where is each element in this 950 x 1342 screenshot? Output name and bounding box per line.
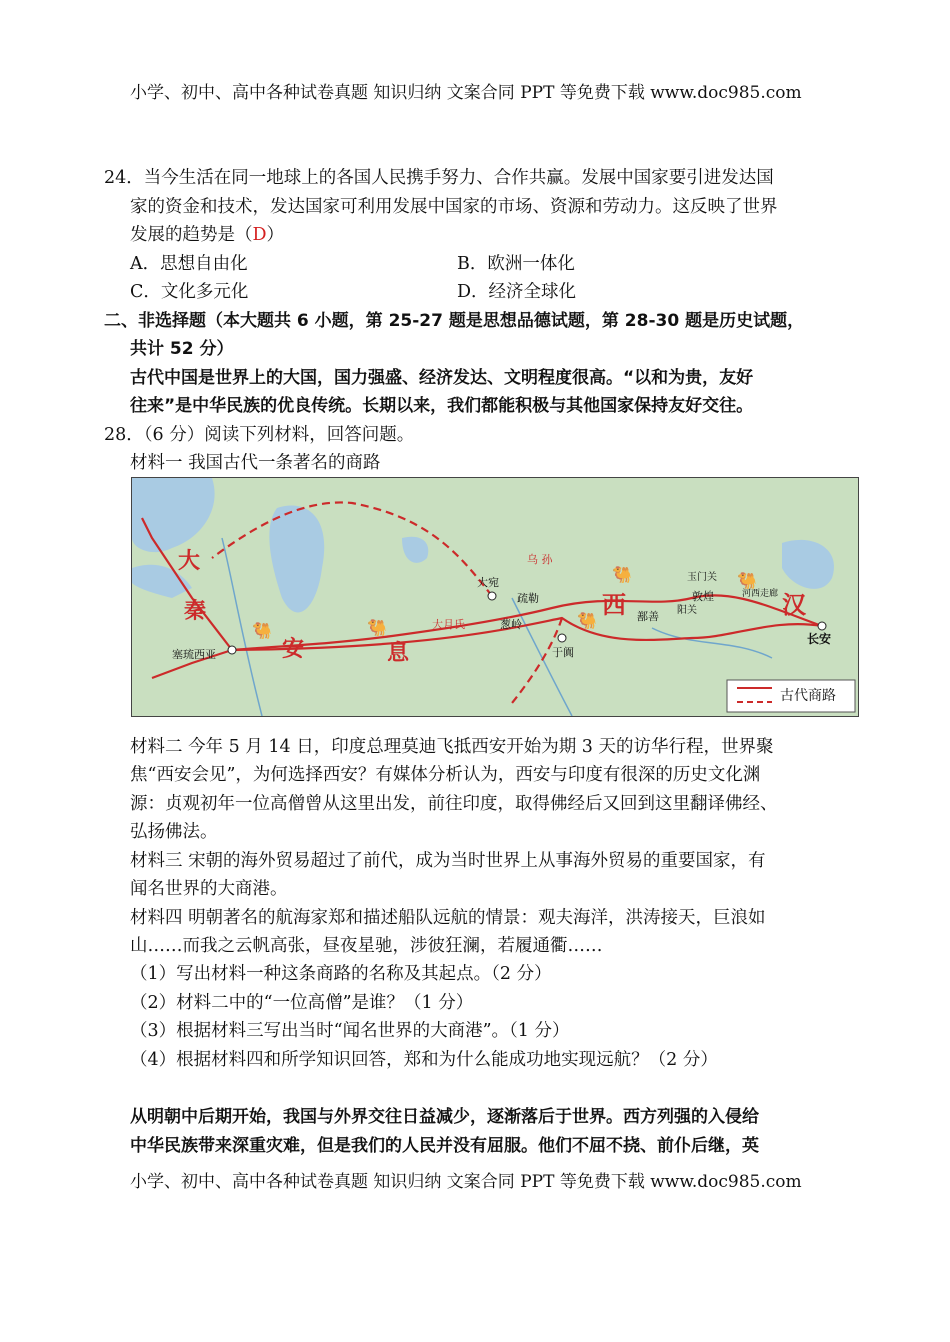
sub-question-4: （4）根据材料四和所学知识回答，郑和为什么能成功地实现远航？（2 分） [130, 1050, 718, 1070]
option-d: D．经济全球化 [457, 282, 577, 302]
changan-dot [818, 622, 826, 630]
seleucia-dot [228, 646, 236, 654]
label-han: 汉 [782, 591, 806, 619]
label-yangguan: 阳关 [677, 605, 697, 616]
label-dunhuang: 敦煌 [692, 590, 714, 603]
legend-label: 古代商路 [780, 688, 836, 704]
camel-icon: 🐫 [367, 618, 387, 637]
q24-line3 [130, 223, 284, 247]
material-4-line1: 材料四 明朝著名的航海家郑和描述船队远航的情景：观夫海洋，洪涛接天，巨浪如 [130, 908, 766, 928]
closing-line1: 从明朝中后期开始，我国与外界交往日益减少，逐渐落后于世界。西方列强的入侵给 [130, 1107, 759, 1127]
q24-stem-suffix: ） [266, 225, 285, 245]
label-wusun: 乌 孙 [527, 553, 553, 566]
camel-icon: 🐫 [612, 565, 632, 584]
dawan-dot [488, 592, 496, 600]
sub-question-3: （3）根据材料三写出当时“闻名世界的大商港”。（1 分） [130, 1021, 570, 1041]
camel-icon: 🐫 [577, 611, 597, 630]
sub-question-2: （2）材料二中的“一位高僧”是谁？（1 分） [130, 993, 474, 1013]
material-2-line2: 焦“西安会见”，为何选择西安？有媒体分析认为，西安与印度有很深的历史文化渊 [130, 765, 761, 785]
label-yutian: 于阗 [552, 646, 574, 659]
page-footer: 小学、初中、高中各种试卷真题 知识归纳 文案合同 PPT 等免费下载 www.doc985.com [130, 1172, 802, 1192]
material-3-line2: 闻名世界的大商港。 [130, 879, 288, 899]
q24-line2: 家的资金和技术，发达国家可利用发展中国家的市场、资源和劳动力。这反映了世界 [130, 197, 778, 217]
label-seleucia: 塞琉西亚 [172, 648, 216, 661]
q24-line1: 24．当今生活在同一地球上的各国人民携手努力、合作共赢。发展中国家要引进发达国 [104, 168, 774, 188]
section2-intro-1: 古代中国是世界上的大国，国力强盛、经济发达、文明程度很高。“以和为贵，友好 [130, 368, 754, 388]
material-2-line1: 材料二 今年 5 月 14 日，印度总理莫迪飞抵西安开始为期 3 天的访华行程，世界聚 [130, 737, 774, 757]
silk-road-map [131, 477, 859, 717]
label-da: 大 [178, 549, 201, 574]
camel-icon: 🐫 [252, 621, 272, 640]
material-4-line2: 山……而我之云帆高张，昼夜星驰，涉彼狂澜，若履通衢…… [130, 936, 603, 956]
material-1-caption: 材料一 我国古代一条著名的商路 [130, 453, 381, 473]
label-xi-anxi: 息 [387, 641, 410, 666]
material-2-line3: 源：贞观初年一位高僧曾从这里出发，前往印度，取得佛经后又回到这里翻译佛经、 [130, 794, 778, 814]
sub-question-1: （1）写出材料一种这条商路的名称及其起点。（2 分） [130, 964, 552, 984]
section2-title-1: 二、非选择题（本大题共 6 小题，第 25-27 题是思想品德试题，第 28-30 题是历史试题， [104, 311, 805, 331]
option-c: C．文化多元化 [130, 282, 249, 302]
camel-icon: 🐫 [737, 571, 757, 590]
label-xi: 西 [602, 591, 626, 619]
option-a: A．思想自由化 [130, 254, 248, 274]
label-shule: 疏勒 [517, 592, 539, 605]
q24-answer: D [252, 225, 267, 245]
section2-intro-2: 往来”是中华民族的优良传统。长期以来，我们都能积极与其他国家保持友好交往。 [130, 396, 754, 416]
closing-line2: 中华民族带来深重灾难，但是我们的人民并没有屈服。他们不屈不挠、前仆后继，英 [130, 1136, 759, 1156]
label-changan: 长安 [807, 632, 832, 646]
yutian-dot [558, 634, 566, 642]
page-header: 小学、初中、高中各种试卷真题 知识归纳 文案合同 PPT 等免费下载 www.doc985.com [130, 83, 802, 103]
section2-title-2: 共计 52 分） [130, 339, 234, 359]
label-yumenguan: 玉门关 [687, 572, 717, 583]
q28-title: 28．（6 分）阅读下列材料，回答问题。 [104, 425, 415, 445]
option-b: B．欧洲一体化 [457, 254, 575, 274]
q24-stem-prefix: 发展的趋势是（ [130, 225, 253, 245]
label-an: 安 [282, 637, 305, 662]
material-2-line4: 弘扬佛法。 [130, 822, 218, 842]
label-qin: 秦 [184, 599, 207, 624]
label-shanshan: 鄯善 [637, 610, 659, 623]
label-hexi: 河西走廊 [742, 589, 779, 599]
label-congling: 葱岭 [500, 618, 522, 631]
label-dawan: 大宛 [477, 576, 499, 589]
material-3-line1: 材料三 宋朝的海外贸易超过了前代，成为当时世界上从事海外贸易的重要国家，有 [130, 851, 766, 871]
label-dayuezhi: 大月氏 [432, 618, 465, 631]
